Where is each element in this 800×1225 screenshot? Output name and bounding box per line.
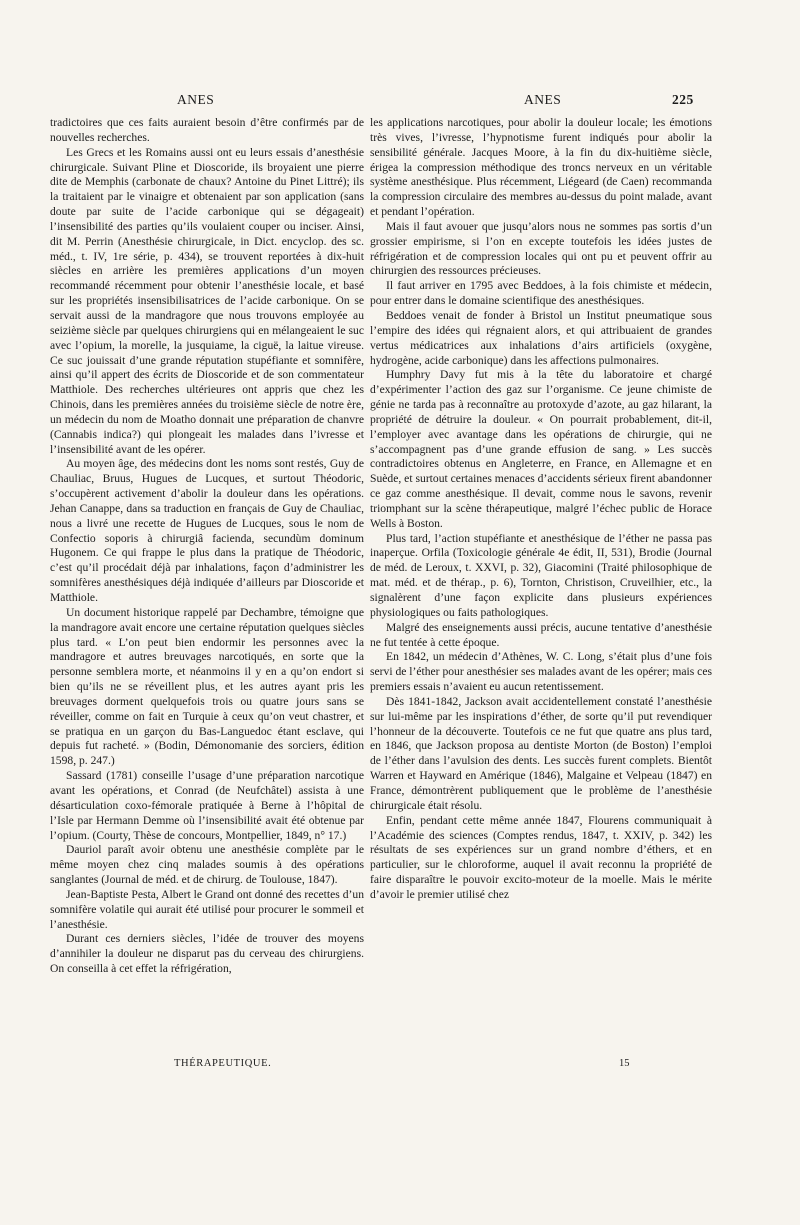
paragraph: Durant ces derniers siècles, l’idée de trouver des moyens d’annihiler la douleur ne disparut pas du cerveau des chirurgiens. On conseilla à cet effet la réfrigération, — [50, 932, 364, 976]
paragraph: En 1842, un médecin d’Athènes, W. C. Long, s’était plus d’une fois servi de l’éther pour anesthésier ses malades avant de les opérer; mais ces premiers essais n’avaient eu aucun retentissement. — [370, 650, 712, 694]
running-head-right: ANES — [524, 92, 562, 107]
page-footer — [0, 1058, 800, 1076]
paragraph: Jean-Baptiste Pesta, Albert le Grand ont donné des recettes d’un somnifère volatile qui aurait été utilisé pour procurer le sommeil et l’anesthésie. — [50, 887, 364, 931]
paragraph: Enfin, pendant cette même année 1847, Flourens communiquait à l’Académie des sciences (Comptes rendus, 1847, t. XXIV, p. 342) les résultats de ses expériences sur un grand nombre d’éthers, et en particulier, sur le chloroforme, auquel il avait reconnu la propriété de faire disparaître le pouvoir excito-moteur de la moelle. Mais le mérite d’avoir le premier utilisé chez — [370, 813, 712, 901]
paragraph: Au moyen âge, des médecins dont les noms sont restés, Guy de Chauliac, Bruus, Hugues de Lucques, et surtout Théodoric, s’occupèrent activement d’abolir la douleur dans les opérations. Jehan Canappe, dans sa traduction en français de Guy de Chauliac, nous a livré une recette de Hugues de Lucques, sous le nom de Confectio soporis à chirurgiâ facienda, secundùm dominum Hugonem. Ce qui frappe le plus dans la pratique de Théodoric, c’est qu’il procédait déjà par inhalations, façon d’administrer les somnifères anesthésiques déjà indiquée d’ailleurs par Dioscoride et Matthiole. — [50, 457, 364, 604]
paragraph: Plus tard, l’action stupéfiante et anesthésique de l’éther ne passa pas inaperçue. Orfila (Toxicologie générale 4e édit, II, 531), Brodie (Journal de méd. de Leroux, t. XXVI, p. 32), Giacomini (Traité philosophique de mat. méd. et de thérap., p. 6), Tornton, Christison, Cruveilhier, etc., la signalèrent d’une façon explicite dans plusieurs expériences physiologiques ou faits pathologiques. — [370, 531, 712, 619]
paragraph: Humphry Davy fut mis à la tête du laboratoire et chargé d’expérimenter l’action des gaz sur l’organisme. Ce jeune chimiste de génie ne tarda pas à reconnaître au protoxyde d’azote, au gaz hilarant, la propriété de détruire la douleur. « On pourrait probablement, dit-il, l’employer avec avantage dans les opérations de chirurgie, qui ne s’accompagnent pas d’une grande effusion de sang. » Les succès contradictoires obtenus en Angleterre, en France, en Allemagne et en Suède, et surtout certaines menaces d’accidents sérieux firent abandonner ce gaz comme anesthésique. Il devait, comme nous le savons, revenir triomphant sur la scène thérapeutique, malgré l’échec public de Horace Wells à Boston. — [370, 368, 712, 530]
paragraph: les applications narcotiques, pour abolir la douleur locale; les émotions très vives, l’ivresse, l’hypnotisme furent indiqués pour abolir la sensibilité générale. Jacques Moore, à la fin du dix-huitième siècle, érigea la compression méthodique des troncs nerveux en un véritable système anesthésique. Plus récemment, Liégeard (de Caen) recommanda la compression circulaire des membres au-dessus du point malade, avant et pendant l’opération. — [370, 116, 712, 219]
right-column — [370, 116, 712, 903]
footer-signature-left: THÉRAPEUTIQUE. — [174, 1058, 272, 1069]
paragraph: Les Grecs et les Romains aussi ont eu leurs essais d’anesthésie chirurgicale. Suivant Pline et Dioscoride, ils broyaient une pierre dite de Memphis (carbonate de chaux? Antoine du Pinet Littré); ils la traitaient par le vinaigre et obtenaient par son application (sans doute par suite de l’acide carbonique qui se dégageait) l’insensibilité des parties qu’ils voulaient couper ou inciser. Ainsi, dit M. Perrin (Anesthésie chirurgicale, in Dict. encyclop. des sc. méd., t. IV, 1re série, p. 434), se trouvent reportées à dix-huit siècles en arrière les premières applications d’un moyen recommandé récemment pour obtenir l’anesthésie locale, et basé sur les propriétés insensibilisatrices de l’acide carbonique. On se servait aussi de la mandragore que nous trouvons employée au seizième siècle par quelques chirurgiens qui en mélangeaient le suc avec l’opium, la morelle, la jusquiame, la ciguë, la laitue vireuse. Ce suc jouissait d’une grande réputation stupéfiante et somnifère, ainsi qu’il appert des écrits de Dioscoride et de son commentateur Matthiole. Des recherches ultérieures ont appris que chez les Chinois, dans les premières années du troisième siècle de notre ère, un médecin du nom de Moatho donnait une préparation de chanvre (Cannabis indica?) qui plongeait les malades dans l’ivresse et l’insensibilité avant de les opérer. — [50, 145, 364, 456]
paragraph: Dauriol paraît avoir obtenu une anesthésie complète par le même moyen chez cinq malades soumis à des opérations sanglantes (Journal de méd. et de chirurg. de Toulouse, 1847). — [50, 843, 364, 887]
running-header — [0, 92, 800, 114]
paragraph: Un document historique rappelé par Dechambre, témoigne que la mandragore avait encore une certaine réputation quelques siècles plus tard. « L’on peut bien endormir les personnes avec la mandragore et autres breuvages narcotiqués, en sorte que la personne semblera morte, et néanmoins il y en a qu’on endort si bien qu’ils ne se réveillent plus, et les autres ayant pris les breuvages dorment quelquefois trois ou quatre jours sans se réveiller, comme on fait en Turquie à ceux qu’on veut chastrer, et se pratiqua en un garçon du Bas-Languedoc étant esclave, qui depuis fut racheté. » (Bodin, Démonomanie des sorciers, édition 1598, p. 247.) — [50, 605, 364, 768]
paragraph: Beddoes venait de fonder à Bristol un Institut pneumatique sous l’empire des idées qui régnaient alors, et qui attribuaient de grandes vertus médicatrices aux inhalations d’airs artificiels (oxygène, hydrogène, acide carbonique) dans les affections pulmonaires. — [370, 308, 712, 367]
paragraph: Dès 1841-1842, Jackson avait accidentellement constaté l’anesthésie sur lui-même par les inspirations d’éther, de sorte qu’il put revendiquer l’honneur de la découverte. Toutefois ce ne fut que quatre ans plus tard, en 1846, que Jackson proposa au dentiste Morton (de Boston) l’emploi de l’éther dans l’avulsion des dents. Les succès furent complets. Bientôt Warren et Hayward en Amérique (1846), Malgaine et Velpeau (1847) en France, démontrèrent publiquement que le problème de l’anesthésie chirurgicale était résolu. — [370, 694, 712, 812]
left-column — [50, 116, 364, 977]
paragraph: Mais il faut avouer que jusqu’alors nous ne sommes pas sortis d’un grossier empirisme, si l’on en excepte toutefois les idées justes de réfrigération et de compression locales qui ont pu et peuvent offrir au chirurgien des ressources précieuses. — [370, 219, 712, 278]
paragraph: Sassard (1781) conseille l’usage d’une préparation narcotique avant les opérations, et Conrad (de Neufchâtel) assista à une désarticulation coxo-fémorale pratiquée à Berne à l’hôpital de l’Isle par Hermann Demme où l’insensibilité avait été obtenue par l’opium. (Courty, Thèse de concours, Montpellier, 1849, n° 17.) — [50, 769, 364, 842]
running-head-left: ANES — [177, 92, 215, 107]
paragraph: tradictoires que ces faits auraient besoin d’être confirmés par de nouvelles recherches. — [50, 116, 364, 144]
page-number: 225 — [672, 92, 694, 107]
paragraph: Malgré des enseignements aussi précis, aucune tentative d’anesthésie ne fut tentée à cette époque. — [370, 620, 712, 649]
footer-signature-right: 15 — [619, 1058, 630, 1069]
paragraph: Il faut arriver en 1795 avec Beddoes, à la fois chimiste et médecin, pour entrer dans le domaine scientifique des anesthésiques. — [370, 279, 712, 308]
